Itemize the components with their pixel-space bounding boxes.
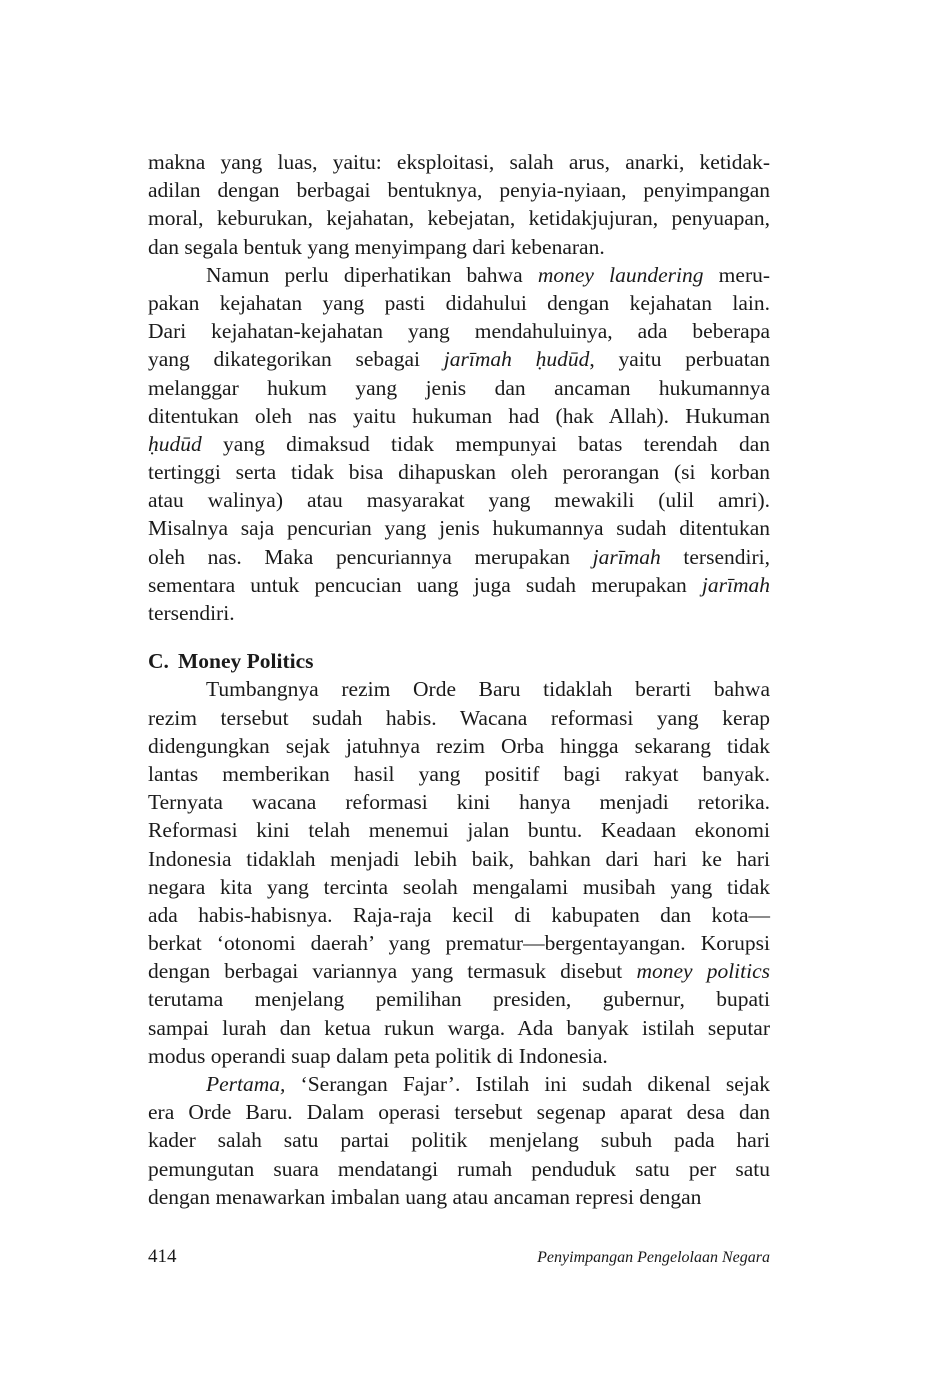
text-line (148, 543, 770, 571)
text-line (148, 430, 770, 458)
text-run: Reformasi kini telah menemui jalan buntu. Keadaan ekonomi (148, 818, 770, 843)
text-run: moral, keburukan, kejahatan, kebejatan, ketidakjujuran, penyuapan, (148, 206, 770, 231)
text-line (148, 1126, 770, 1154)
text-run: adilan dengan berbagai bentuknya, penyia-nyiaan, penyimpangan (148, 178, 770, 203)
text-line (148, 1042, 770, 1070)
italic-term: jarīmah ḥudūd (443, 347, 590, 372)
text-run: Namun perlu diperhatikan bahwa (206, 262, 538, 287)
text-run: melanggar hukum yang jenis dan ancaman hukumannya (148, 375, 770, 400)
paragraph-2 (148, 261, 770, 627)
text-line (148, 176, 770, 204)
text-run: berkat ‘otonomi daerah’ yang prematur—bergentayangan. Korupsi (148, 931, 770, 956)
page-body (148, 148, 770, 1211)
text-line (148, 1098, 770, 1126)
paragraph-1 (148, 148, 770, 261)
text-run: ditentukan oleh nas yaitu hukuman had (hak Allah). Hukuman (148, 403, 770, 428)
text-run: Ternyata wacana reformasi kini hanya menjadi retorika. (148, 790, 770, 815)
text-line (148, 929, 770, 957)
page-number: 414 (148, 1246, 177, 1267)
text-run: dan segala bentuk yang menyimpang dari kebenaran. (148, 234, 605, 259)
text-line (148, 760, 770, 788)
text-run: didengungkan sejak jatuhnya rezim Orba hingga sekarang tidak (148, 733, 770, 758)
text-run: modus operandi suap dalam peta politik di Indonesia. (148, 1043, 608, 1068)
text-run: tertinggi serta tidak bisa dihapuskan oleh perorangan (si korban (148, 460, 770, 485)
text-run: ada habis-habisnya. Raja-raja kecil di kabupaten dan kota— (148, 902, 770, 927)
text-line (148, 873, 770, 901)
section-heading (148, 647, 770, 675)
text-run: sementara untuk pencucian uang juga sudah merupakan (148, 572, 702, 597)
text-run: pakan kejahatan yang pasti didahului dengan kejahatan lain. (148, 290, 770, 315)
italic-term: money laundering (537, 262, 704, 287)
text-line (148, 1070, 770, 1098)
text-line (148, 704, 770, 732)
text-run: pemungutan suara mendatangi rumah penduduk satu per satu (148, 1156, 770, 1181)
text-line (148, 317, 770, 345)
text-run: negara kita yang tercinta seolah mengalami musibah yang tidak (148, 874, 770, 899)
text-line (148, 486, 770, 514)
text-line (148, 402, 770, 430)
section-title: Money Politics (178, 649, 314, 674)
text-run: oleh nas. Maka pencuriannya merupakan (148, 544, 593, 569)
text-run: yang dikategorikan sebagai (148, 347, 444, 372)
paragraph-3 (148, 675, 770, 1070)
text-line (148, 732, 770, 760)
text-line (148, 599, 770, 627)
italic-term: jarīmah (701, 572, 770, 597)
page-footer (148, 1246, 770, 1268)
text-line (148, 985, 770, 1013)
text-line (148, 845, 770, 873)
text-line (148, 345, 770, 373)
text-line (148, 458, 770, 486)
text-line (148, 261, 770, 289)
text-run: Dari kejahatan-kejahatan yang mendahuluinya, ada beberapa (148, 319, 770, 344)
text-run: dengan menawarkan imbalan uang atau ancaman represi dengan (148, 1184, 702, 1209)
text-run: , yaitu perbuatan (589, 347, 770, 372)
text-run: Indonesia tidaklah menjadi lebih baik, bahkan dari hari ke hari (148, 846, 770, 871)
text-run: makna yang luas, yaitu: eksploitasi, salah arus, anarki, ketidak- (148, 150, 770, 174)
text-line (148, 204, 770, 232)
text-run: tersendiri. (148, 601, 235, 625)
text-run: rezim tersebut sudah habis. Wacana reformasi yang kerap (148, 705, 770, 730)
text-run: sampai lurah dan ketua rukun warga. Ada banyak istilah seputar (148, 1015, 770, 1040)
text-run: kader salah satu partai politik menjelang subuh pada hari (148, 1128, 770, 1153)
text-line (148, 233, 770, 261)
text-line (148, 1183, 770, 1211)
text-run: ‘Serangan Fajar’. Istilah ini sudah dikenal sejak (285, 1072, 770, 1096)
running-title: Penyimpangan Pengelolaan Negara (537, 1249, 770, 1266)
text-line (148, 816, 770, 844)
italic-term: jarīmah (592, 544, 661, 569)
text-line (148, 788, 770, 816)
paragraph-4 (148, 1070, 770, 1211)
text-line (148, 148, 770, 176)
text-line (148, 1014, 770, 1042)
text-line (148, 571, 770, 599)
text-run: Misalnya saja pencurian yang jenis hukumannya sudah ditentukan (148, 516, 770, 541)
text-run: meru- (703, 262, 771, 287)
italic-term: Pertama, (206, 1072, 286, 1096)
text-run: dengan berbagai variannya yang termasuk disebut (148, 959, 637, 984)
text-line (148, 514, 770, 542)
text-run: era Orde Baru. Dalam operasi tersebut segenap aparat desa dan (148, 1100, 770, 1125)
italic-term: money politics (636, 959, 770, 984)
italic-term: ḥudūd (148, 431, 202, 456)
text-line (148, 901, 770, 929)
text-run: atau walinya) atau masyarakat yang mewakili (ulil amri). (148, 488, 770, 513)
text-run: yang dimaksud tidak mempunyai batas terendah dan (201, 431, 770, 456)
text-line (148, 374, 770, 402)
section-number: C. (148, 649, 169, 674)
text-line (148, 675, 770, 703)
text-run: terutama menjelang pemilihan presiden, gubernur, bupati (148, 987, 770, 1012)
text-run: Tumbangnya rezim Orde Baru tidaklah berarti bahwa (206, 677, 770, 702)
text-line (148, 957, 770, 985)
text-run: tersendiri, (660, 544, 770, 569)
text-line (148, 289, 770, 317)
text-line (148, 1155, 770, 1183)
text-run: lantas memberikan hasil yang positif bagi rakyat banyak. (148, 761, 770, 786)
